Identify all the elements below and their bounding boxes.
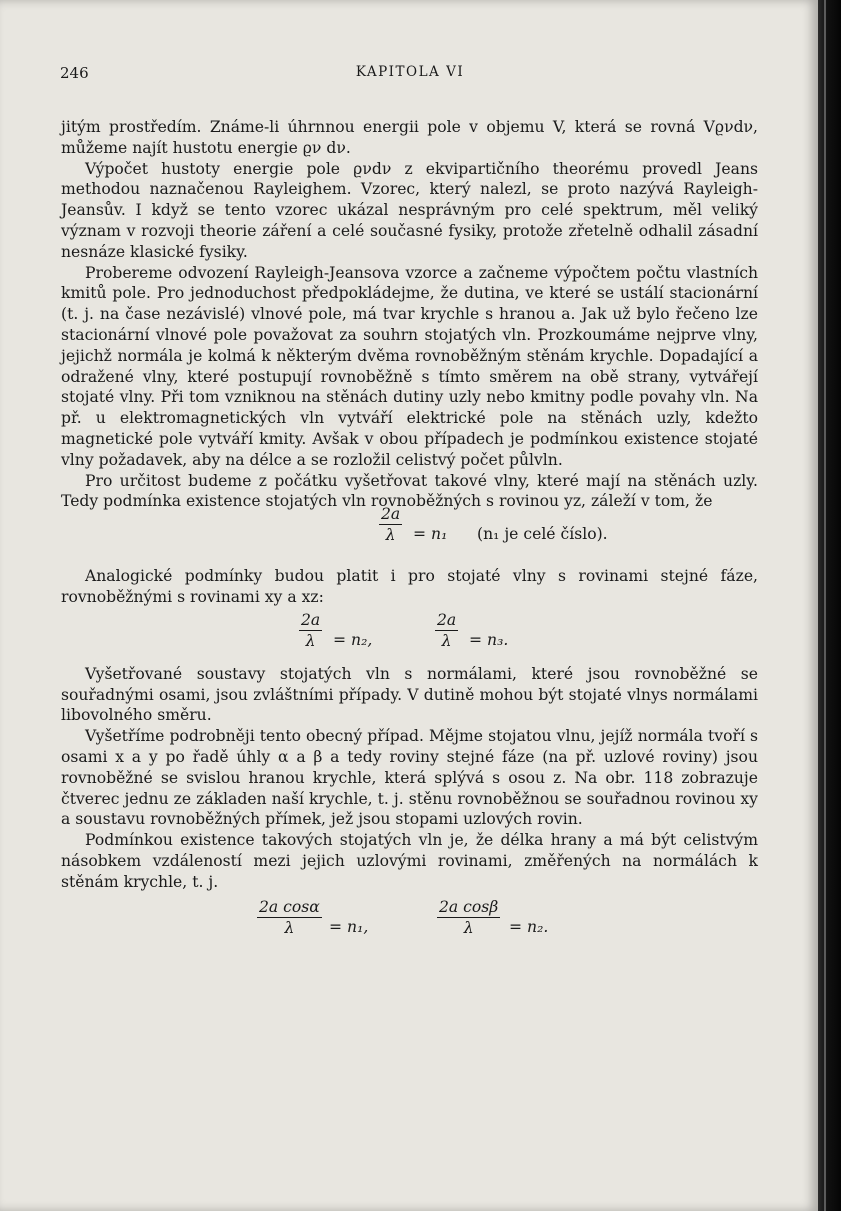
paragraph-7: Vyšetříme podrobněji tento obecný případ. Mějme stojatou vlnu, jejíž normála tvoří s osami x a y po řadě úhly α a β a tedy roviny stejné fáze (na př. uzlové roviny) jsou rovnoběžné se svislou hranou krychle, která splývá s osou z. Na obr. 118 zobrazuje čtverec jednu ze základen naší krychle, t. j. stěnu rovnoběžnou se souřadnou rovinou xy a soustavu rovnoběžných přímek, jež jsou stopami uzlových rovin. [61,727,758,829]
fraction-denominator: λ [463,918,474,937]
fraction-numerator: 2a [301,610,321,629]
body-text [61,117,758,949]
formula-rhs: = n₂, [333,630,373,649]
fraction [257,897,322,938]
fraction-numerator: 2a [437,610,457,629]
paragraph-5: Analogické podmínky budou platit i pro stojaté vlny s rovinami stejné fáze, rovnoběžnými s rovinami xy a xz: [61,567,758,606]
fraction-numerator: 2a [381,505,401,524]
page-header [60,64,760,88]
fraction-denominator: λ [284,918,295,937]
formula-rhs: = n₃. [469,630,509,649]
formula-3 [61,893,758,949]
formula-note: (n₁ je celé číslo). [477,525,608,544]
formula-rhs: = n₁ [413,525,448,544]
paragraph-4: Pro určitost budeme z počátku vyšetřovat takové vlny, které mají na stěnách uzly. Tedy podmínka existence stojatých vln rovnoběžných s rovinou yz, záleží v tom, že [61,471,758,511]
running-head: KAPITOLA VI [355,64,465,80]
page-number: 246 [60,64,89,82]
fraction [299,610,322,651]
book-spine-edge [818,0,841,1211]
paragraph-2: Výpočet hustoty energie pole ϱνdν z ekvipartičního theorému provedl Jeans methodou naznačenou Rayleighem. Vzorec, který nalezl, se proto nazývá Rayleigh-Jeansův. I když se tento vzorec ukázal nesprávným pro celé spektrum, měl veliký význam v rozvoji theorie záření a celé současné fysiky, protože zřetelně odhalil zásadní nesnáze klasické fysiky. [61,159,758,261]
fraction [437,897,500,938]
formula-rhs: = n₂. [509,917,549,936]
fraction-numerator: 2a cosα [259,897,320,916]
formula-rhs: = n₁, [329,917,369,936]
fraction [379,504,402,545]
spine-slit [824,0,826,1211]
formula-2 [61,608,758,664]
fraction-denominator: λ [385,526,396,545]
paragraph-1: jitým prostředím. Známe-li úhrnnou energii pole v objemu V, která se rovná Vϱνdν, můžeme najít hustotu energie ϱν dν. [61,118,758,157]
fraction-denominator: λ [305,631,316,650]
fraction-denominator: λ [441,631,452,650]
fraction [435,610,458,651]
paragraph-3: Probereme odvození Rayleigh-Jeansova vzorce a začneme výpočtem počtu vlastních kmitů pole. Pro jednoduchost předpokládejme, že dutina, ve které se ustálí stacionární (t. j. na čase nezávislé) vlnové pole, má tvar krychle s hranou a. Jak už bylo řečeno lze stacionární vlnové pole považovat za souhrn stojatých vln. Prozkoumáme nejprve vlny, jejichž normála je kolmá k některým dvěma rovnoběžným stěnám krychle. Dopadající a odražené vlny, které postupují rovnoběžně s tímto směrem na obě strany, vytvářejí stojaté vlny. Při tom vzniknou na stěnách dutiny uzly nebo kmitny podle povahy vln. Na př. u elektromagnetických vln vytváří elektrické pole na stěnách uzly, kdežto magnetické pole vytváří kmity. Avšak v obou případech je podmínkou existence stojaté vlny požadavek, aby na délce a se rozložil celistvý počet půlvln. [61,263,758,469]
paragraph-6: Vyšetřované soustavy stojatých vln s normálami, které jsou rovnoběžné se souřadnými osami, jsou zvláštními případy. V dutině mohou být stojaté vlnys normálami libovolného směru. [61,664,758,725]
paragraph-8: Podmínkou existence takových stojatých vln je, že délka hrany a má být celistvým násobkem vzdáleností mezi jejich uzlovými rovinami, změřených na normálách k stěnám krychle, t. j. [61,831,758,891]
fraction-numerator: 2a cosβ [439,897,499,916]
formula-1 [61,505,758,566]
